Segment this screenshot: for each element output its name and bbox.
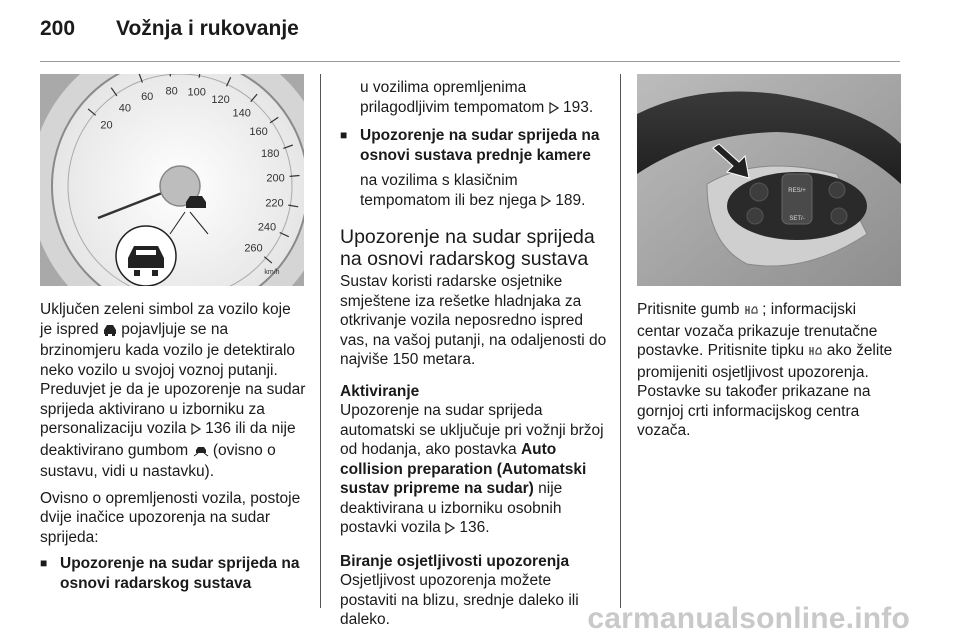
collision-alert-sensitivity-button[interactable]	[750, 183, 768, 201]
column-1	[40, 74, 306, 599]
car-ahead-symbol-small	[186, 196, 206, 208]
page-ref-arrow-icon	[445, 520, 455, 540]
cruise-cancel-button[interactable]	[747, 208, 763, 224]
speed-label: 220	[265, 197, 284, 210]
car-ahead-icon	[103, 322, 117, 342]
continuation-1: u vozilima opremljenima prilagodljivim tempomatom 193.	[340, 78, 608, 119]
speed-label: 100	[187, 86, 206, 99]
speed-label: 180	[261, 148, 280, 161]
column-3	[637, 74, 903, 448]
column-2	[340, 74, 608, 637]
collision-sensitivity-icon	[808, 343, 822, 363]
collision-sensitivity-icon	[744, 302, 758, 322]
page-header	[40, 12, 299, 46]
speedometer-figure	[40, 74, 304, 286]
subheading-activation: Aktiviranje	[340, 382, 420, 400]
paragraph-2: Ovisno o opremljenosti vozila, postoje dvije inačice upozorenja na sudar sprijeda:	[40, 489, 301, 546]
speed-label: 140	[232, 107, 251, 120]
paragraph-4: Upozorenje na sudar sprijeda automatski se uključuje pri vožnji bržoj od hodanja, ako postavka Auto collision preparation (Automatski sustav pripreme na sudar) nije deaktivirana u izborniku osobnih postavki vozila 136.	[340, 401, 608, 540]
column-divider-1	[320, 74, 321, 608]
subheading-sensitivity: Biranje osjetljivosti upozorenja	[340, 552, 570, 570]
speed-label: 240	[257, 221, 277, 234]
speed-label: 120	[211, 94, 230, 106]
page-ref-arrow-icon	[191, 421, 201, 441]
page-ref-arrow-icon	[549, 100, 559, 120]
collision-alert-button-icon	[193, 443, 209, 463]
paragraph-3: Sustav koristi radarske osjetnike smještene iza rešetke hladnjaka za otkrivanje vozila neposredno ispred vas, na vašoj putanji, na odaljenosti do najviše 150 metara.	[340, 273, 607, 368]
unit-label: km/h	[264, 269, 280, 276]
res-label: RES/+	[788, 188, 806, 194]
header-divider	[40, 61, 900, 62]
speed-label: 260	[244, 242, 263, 255]
set-label: SET/-	[789, 216, 805, 222]
steering-wheel-figure	[637, 74, 901, 286]
chapter-title: Vožnja i rukovanje	[116, 17, 299, 40]
watermark: carmanualsonline.info	[587, 602, 910, 635]
page-number: 200	[40, 17, 76, 40]
continuation-2: na vozilima s klasičnim tempomatom ili bez njega 189.	[340, 171, 608, 212]
speed-label: 20	[100, 119, 113, 132]
paragraph-1: Uključen zeleni simbol za vozilo koje je ispred pojavljuje se na brzinomjeru kada vozilo je detektiralo neko vozilo u svojoj voznoj putanji. Preduvjet je da je upozorenje na sudar sprijeda aktivirano u izborniku za personalizaciju vozila 136 ili da nije deaktivirano gumbom (ovisno o sustavu, vidi u nastavku).	[40, 301, 306, 480]
bullet-icon: ■	[40, 556, 48, 570]
speed-label: 200	[266, 172, 285, 185]
paragraph-6: Pritisnite gumb ; informacijski centar vozača prikazuje trenutačne postavke. Pritisnite tipku ako želite promijeniti osjetljivost upozorenja. Postavke su također prikazane na gornjoj crti informacijskog centra vozača.	[637, 301, 893, 439]
page-ref-arrow-icon	[541, 193, 551, 213]
speed-label: 160	[249, 125, 268, 138]
bullet-icon: ■	[340, 128, 348, 142]
speed-label: 60	[141, 90, 154, 103]
column-divider-2	[620, 74, 621, 608]
section-heading: Upozorenje na sudar sprijeda na osnovi radarskog sustava	[340, 226, 595, 270]
lane-assist-button[interactable]	[829, 182, 845, 198]
speed-label: 80	[165, 85, 178, 98]
bullet-camera-system: ■ Upozorenje na sudar sprijeda na osnovi sustava prednje kamere	[340, 127, 600, 164]
speed-label: 40	[118, 102, 132, 115]
speed-limiter-button[interactable]	[831, 208, 847, 224]
paragraph-5: Osjetljivost upozorenja možete postaviti na blizu, srednje daleko ili daleko.	[340, 572, 579, 628]
bullet-radar-system: ■ Upozorenje na sudar sprijeda na osnovi radarskog sustava	[40, 555, 300, 592]
